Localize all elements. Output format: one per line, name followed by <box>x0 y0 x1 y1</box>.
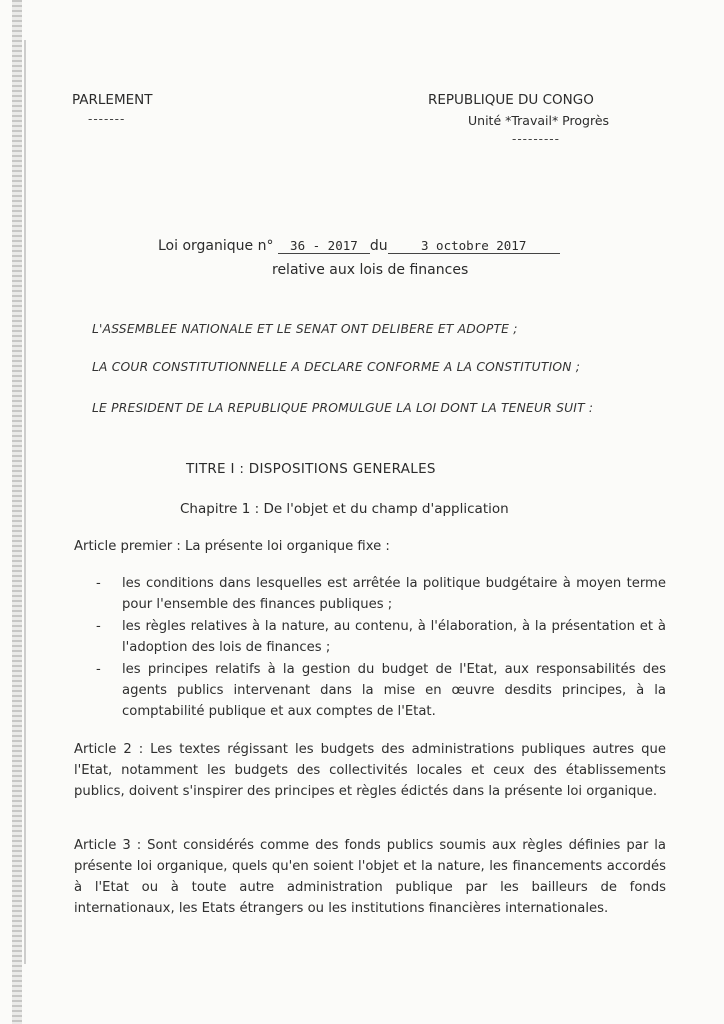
article-3-text: : Sont considérés comme des fonds publics soumis aux règles définies par la présente loi organique, quels qu'en soient l'objet et la nature, les financements accordés à l'Etat ou à toute autre administration publique par les bailleurs de fonds internationaux, les Etats étrangers ou les institutions financières internationales. <box>74 838 666 916</box>
list-item <box>96 616 666 658</box>
titre-heading: TITRE I : DISPOSITIONS GENERALES <box>186 461 436 477</box>
loi-number: 36 - 2017 <box>278 238 370 254</box>
header-right-dashes: --------- <box>512 132 560 146</box>
scan-binding-edge <box>12 0 22 1024</box>
header-motto: Unité *Travail* Progrès <box>468 113 610 128</box>
list-item-text: les principes relatifs à la gestion du budget de l'Etat, aux responsabilités des agents publics intervenant dans la mise en œuvre desdits principes, à la comptabilité publique et aux comptes de l'Etat. <box>122 662 666 719</box>
list-item <box>96 659 666 722</box>
loi-prefix: Loi organique n° <box>158 238 274 254</box>
loi-title <box>158 238 560 254</box>
list-item <box>96 573 666 615</box>
list-bullet: - <box>96 662 101 677</box>
list-bullet: - <box>96 576 101 591</box>
article-2 <box>74 739 666 802</box>
article-premier-label: Article premier <box>74 539 173 554</box>
list-item-text: les règles relatives à la nature, au contenu, à l'élaboration, à la présentation et à l'adoption des lois de finances ; <box>122 619 666 655</box>
article-3 <box>74 835 666 919</box>
loi-date: 3 octobre 2017 <box>388 238 560 254</box>
formule-president: LE PRESIDENT DE LA REPUBLIQUE PROMULGUE LA LOI DONT LA TENEUR SUIT : <box>92 401 594 415</box>
header-parlement: PARLEMENT <box>72 92 153 108</box>
loi-du: du <box>369 238 388 254</box>
article-premier-intro <box>74 536 664 557</box>
article-2-label: Article 2 <box>74 742 132 757</box>
list-item-text: les conditions dans lesquelles est arrêtée la politique budgétaire à moyen terme pour l'ensemble des finances publiques ; <box>122 576 666 612</box>
article-premier-list <box>96 573 666 723</box>
chapitre-heading: Chapitre 1 : De l'objet et du champ d'application <box>180 501 509 517</box>
header-republique: REPUBLIQUE DU CONGO <box>428 92 594 108</box>
formule-cour: LA COUR CONSTITUTIONNELLE A DECLARE CONFORME A LA CONSTITUTION ; <box>92 360 581 374</box>
article-premier <box>74 536 664 557</box>
formule-assemblee: L'ASSEMBLEE NATIONALE ET LE SENAT ONT DELIBERE ET ADOPTE ; <box>92 322 518 336</box>
list-bullet: - <box>96 619 101 634</box>
article-premier-intro-text: : La présente loi organique fixe : <box>172 539 390 554</box>
article-3-label: Article 3 <box>74 838 131 853</box>
loi-subtitle: relative aux lois de finances <box>272 262 469 278</box>
scan-binding-line <box>24 40 26 964</box>
article-2-text: : Les textes régissant les budgets des administrations publiques autres que l'Etat, notamment les budgets des collectivités locales et ceux des établissements publics, doivent s'inspirer des principes et règles édictés dans la présente loi organique. <box>74 742 667 799</box>
header-left-dashes: ------- <box>88 112 126 126</box>
